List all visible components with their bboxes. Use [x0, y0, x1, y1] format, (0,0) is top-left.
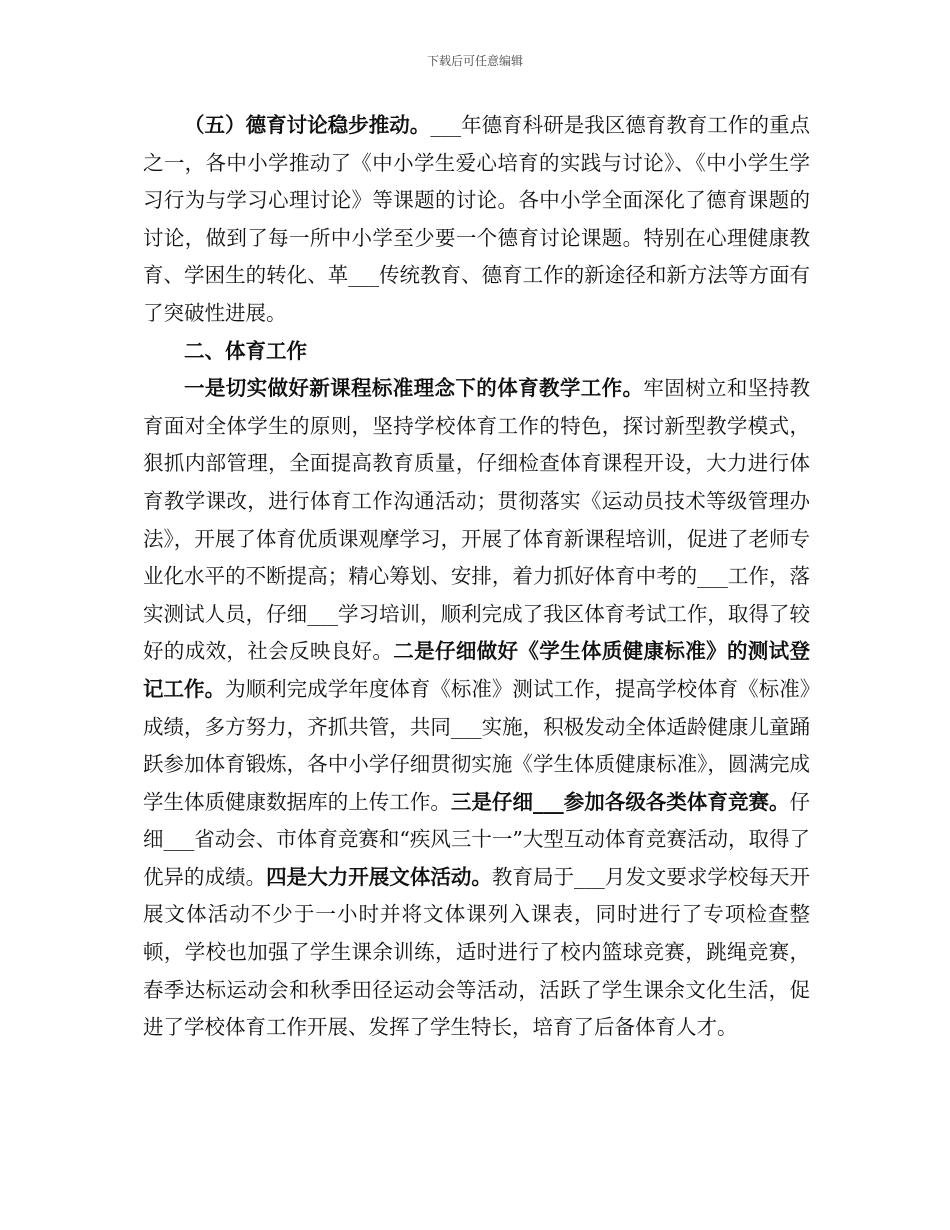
pe-point-4-text: 教育局于___月发文要求学校每天开展文体活动不少于一小时并将文体课列入课表，同时进行了专项检查整顿，学校也加强了学生课余训练，适时进行了校内篮球竞赛，跳绳竞赛，春季达标运动会和秋季田径运动会等活动，活跃了学生课余文化生活，促进了学校体育工作开展、发挥了学生特长，培育了后备体育人才。 [143, 864, 811, 1040]
pe-point-2-heading: 二是仔细做好《学生体质健康标准》的测试登记工作。 [143, 639, 811, 701]
pe-paragraph [143, 370, 810, 1047]
moral-education-paragraph [143, 107, 810, 333]
document-body [143, 107, 810, 1047]
pe-section-title: 二、体育工作 [184, 338, 307, 363]
moral-education-heading: （五）德育讨论稳步推动。 [184, 113, 431, 137]
pe-point-2-text: 为顺利完成学年度体育《标准》测试工作，提高学校体育《标准》成绩，多方努力，齐抓共管，共同___实施，积极发动全体适龄健康儿童踊跃参加体育锻炼，各中小学仔细贯彻实施《学生体质健康标准》，圆满完成学生体质健康数据库的上传工作。 [143, 676, 810, 814]
pe-point-1-text: 牢固树立和坚持教育面对全体学生的原则，坚持学校体育工作的特色，探讨新型教学模式，狠抓内部管理，全面提高教育质量，仔细检查体育课程开设，大力进行体育教学课改，进行体育工作沟通活动；贯彻落实《运动员技术等级管理办法》，开展了体育优质课观摩学习，开展了体育新课程培训，促进了老师专业化水平的不断提高；精心筹划、安排，着力抓好体育中考的___工作，落实测试人员，仔细___学习培训，顺利完成了我区体育考试工作，取得了较好的成效，社会反映良好。 [143, 376, 810, 664]
pe-point-4-heading: 四是大力开展文体活动。 [266, 864, 492, 889]
pe-point-3-heading: 三是仔细___参加各级各类体育竞赛。 [450, 789, 790, 814]
moral-education-text: ___年德育科研是我区德育教育工作的重点之一，各中小学推动了《中小学生爱心培育的实践与讨论》、《中小学生学习行为与学习心理讨论》等课题的讨论。各中小学全面深化了德育课题的讨论，做到了每一所中小学至少要一个德育讨论课题。特别在心理健康教育、学困生的转化、革___传统教育、德育工作的新途径和新方法等方面有了突破性进展。 [143, 113, 811, 325]
pe-point-1-heading: 一是切实做好新课程标准理念下的体育教学工作。 [184, 376, 644, 401]
pe-point-3-text: 仔细___省动会、市体育竞赛和“疾风三十一”大型互动体育竞赛活动，取得了优异的成绩。 [143, 789, 811, 889]
page-header: 下载后可任意编辑 [426, 54, 523, 68]
